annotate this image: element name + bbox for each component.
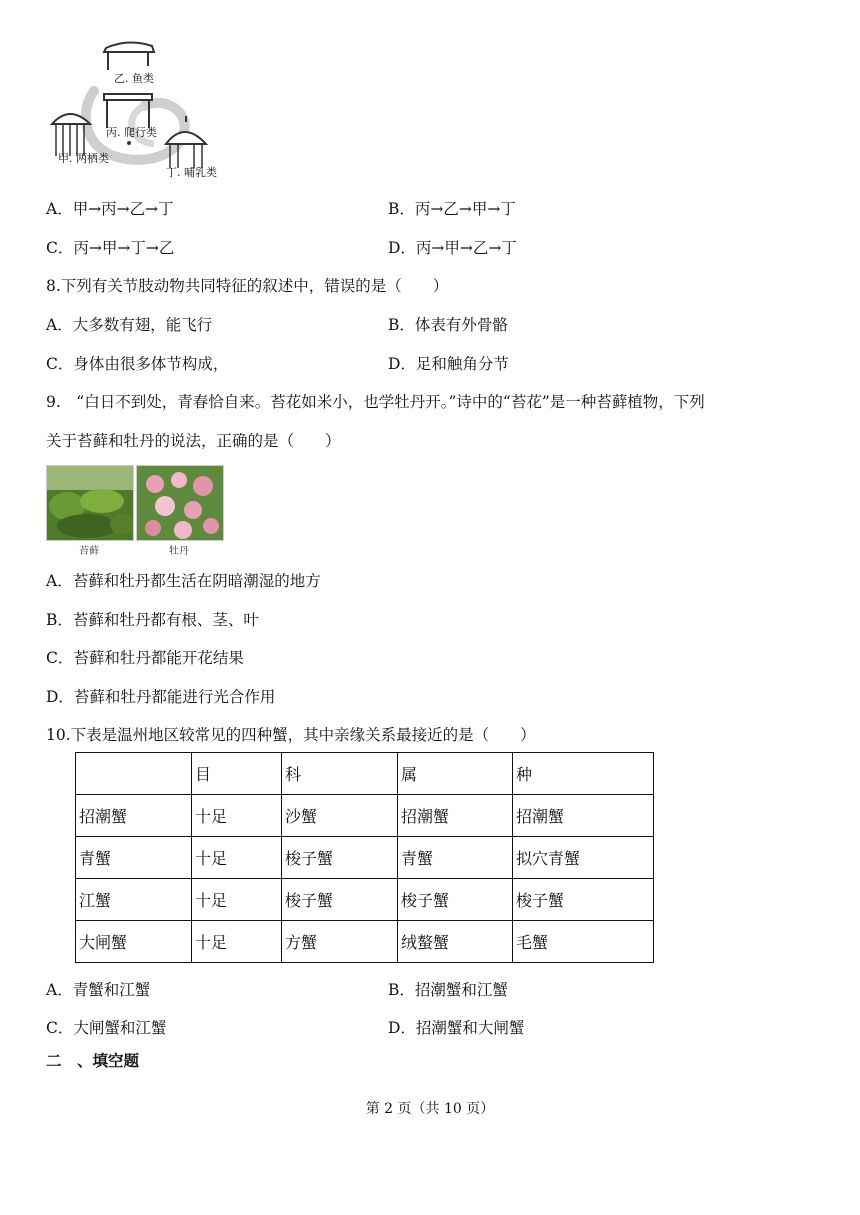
label-bing: 丙. 爬行类 xyxy=(106,126,157,139)
table-cell: 沙蟹 xyxy=(282,795,398,837)
q9-stem-line2: 关于苔藓和牡丹的说法，正确的是（ ） xyxy=(46,432,341,450)
section-heading-fill-in: 二 、填空题 xyxy=(46,1052,140,1070)
q9-option-a: A．苔藓和牡丹都生活在阴暗潮湿的地方 xyxy=(46,572,321,590)
table-cell: 方蟹 xyxy=(282,921,398,963)
q9-option-b: B．苔藓和牡丹都有根、茎、叶 xyxy=(46,611,259,629)
table-cell: 毛蟹 xyxy=(513,921,654,963)
table-cell: 梭子蟹 xyxy=(282,837,398,879)
peony-caption: 牡丹 xyxy=(169,546,189,557)
q8-option-a: A．大多数有翅，能飞行 xyxy=(46,316,213,334)
q7-option-b: B．丙→乙→甲→丁 xyxy=(388,200,516,218)
table-header-cell: 目 xyxy=(192,753,282,795)
table-row xyxy=(76,837,654,879)
table-cell: 招潮蟹 xyxy=(513,795,654,837)
q9-option-d: D．苔藓和牡丹都能进行光合作用 xyxy=(46,688,276,706)
q10-option-a: A．青蟹和江蟹 xyxy=(46,981,151,999)
table-cell: 梭子蟹 xyxy=(282,879,398,921)
table-cell: 招潮蟹 xyxy=(398,795,513,837)
table-cell: 青蟹 xyxy=(398,837,513,879)
table-cell: 招潮蟹 xyxy=(76,795,192,837)
page-footer: 第 2 页（共 10 页） xyxy=(365,1101,495,1117)
peony-image xyxy=(137,466,223,540)
q8-stem: 8.下列有关节肢动物共同特征的叙述中，错误的是（ ） xyxy=(46,277,449,295)
table-cell: 拟穴青蟹 xyxy=(513,837,654,879)
table-header-cell xyxy=(76,753,192,795)
table-header-cell: 属 xyxy=(398,753,513,795)
q10-stem: 10.下表是温州地区较常见的四种蟹，其中亲缘关系最接近的是（ ） xyxy=(46,726,536,744)
evolution-diagram-svg xyxy=(44,36,234,186)
table-cell: 十足 xyxy=(192,921,282,963)
pavilion-yi xyxy=(104,42,154,70)
q8-option-b: B．体表有外骨骼 xyxy=(388,316,508,334)
moss-caption: 苔藓 xyxy=(79,546,99,557)
q9-stem-line1: 9. “白日不到处，青春恰自来。苔花如米小，也学牡丹开。”诗中的“苔花”是一种苔藓植物，下列 xyxy=(46,393,705,411)
label-jia: 甲. 两栖类 xyxy=(58,152,109,165)
pavilion-jia xyxy=(52,114,90,156)
moss-image xyxy=(47,466,133,540)
q10-option-d: D．招潮蟹和大闸蟹 xyxy=(388,1019,525,1037)
table-cell: 十足 xyxy=(192,837,282,879)
table-row xyxy=(76,921,654,963)
table-cell: 青蟹 xyxy=(76,837,192,879)
q7-option-c: C．丙→甲→丁→乙 xyxy=(46,239,175,257)
q8-option-c: C．身体由很多体节构成， xyxy=(46,355,229,373)
q10-option-b: B．招潮蟹和江蟹 xyxy=(388,981,508,999)
table-row xyxy=(76,879,654,921)
crab-classification-table xyxy=(75,752,654,963)
table-header-cell: 种 xyxy=(513,753,654,795)
table-cell: 梭子蟹 xyxy=(398,879,513,921)
table-cell: 绒螯蟹 xyxy=(398,921,513,963)
table-cell: 江蟹 xyxy=(76,879,192,921)
label-ding: 丁. 哺乳类 xyxy=(166,166,217,179)
table-cell: 十足 xyxy=(192,795,282,837)
table-cell: 大闸蟹 xyxy=(76,921,192,963)
table-header-cell: 科 xyxy=(282,753,398,795)
q9-option-c: C．苔藓和牡丹都能开花结果 xyxy=(46,649,244,667)
q8-option-d: D．足和触角分节 xyxy=(388,355,509,373)
peony-photo xyxy=(136,465,224,541)
table-cell: 十足 xyxy=(192,879,282,921)
q7-option-a: A．甲→丙→乙→丁 xyxy=(46,200,174,218)
table-cell: 梭子蟹 xyxy=(513,879,654,921)
moss-photo xyxy=(46,465,134,541)
q7-option-d: D．丙→甲→乙→丁 xyxy=(388,239,517,257)
evolution-diagram xyxy=(44,36,234,186)
label-yi: 乙. 鱼类 xyxy=(114,72,154,85)
table-row xyxy=(76,795,654,837)
q10-option-c: C．大闸蟹和江蟹 xyxy=(46,1019,167,1037)
table-header-row xyxy=(76,753,654,795)
